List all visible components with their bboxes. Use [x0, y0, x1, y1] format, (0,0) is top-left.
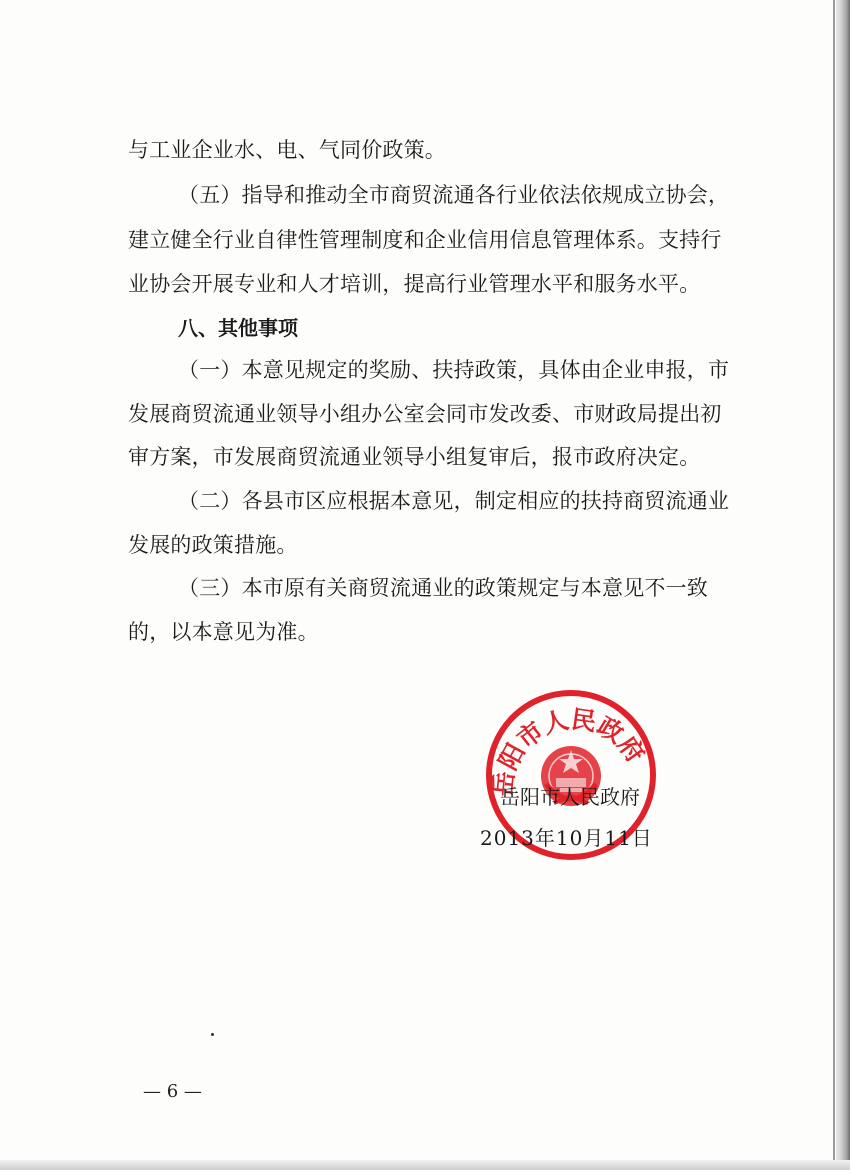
body-line-3: 建立健全行业自律性管理制度和企业信用信息管理体系。支持行 — [128, 228, 722, 252]
body-line-9: 发展的政策措施。 — [128, 533, 298, 557]
seal-ring-text: 岳阳市人民政府 — [488, 704, 651, 798]
body-line-5: （一）本意见规定的奖励、扶持政策，具体由企业申报，市 — [178, 358, 730, 382]
body-line-2: （五）指导和推动全市商贸流通各行业依法依规成立协会， — [178, 183, 730, 207]
signer-name: 岳阳市人民政府 — [500, 785, 640, 809]
scan-edge-line — [833, 0, 835, 1170]
body-line-8: （二）各县市区应根据本意见，制定相应的扶持商贸流通业 — [178, 489, 730, 513]
scan-edge-right — [836, 0, 850, 1170]
scan-edge-bottom — [0, 1160, 850, 1170]
issue-date: 2013年10月11日 — [480, 826, 653, 850]
page-number: — 6 — — [143, 1081, 202, 1102]
body-line-4: 业协会开展专业和人才培训，提高行业管理水平和服务水平。 — [128, 272, 701, 296]
body-line-6: 发展商贸流通业领导小组办公室会同市发改委、市财政局提出初 — [128, 402, 722, 426]
body-line-7: 审方案，市发展商贸流通业领导小组复审后，报市政府决定。 — [128, 445, 701, 469]
scan-speck — [211, 1033, 214, 1036]
section-heading: 八、其他事项 — [178, 316, 298, 340]
body-line-10: （三）本市原有关商贸流通业的政策规定与本意见不一致 — [178, 576, 708, 600]
body-line-11: 的，以本意见为准。 — [128, 620, 319, 644]
body-line-1: 与工业企业水、电、气同价政策。 — [128, 138, 446, 162]
